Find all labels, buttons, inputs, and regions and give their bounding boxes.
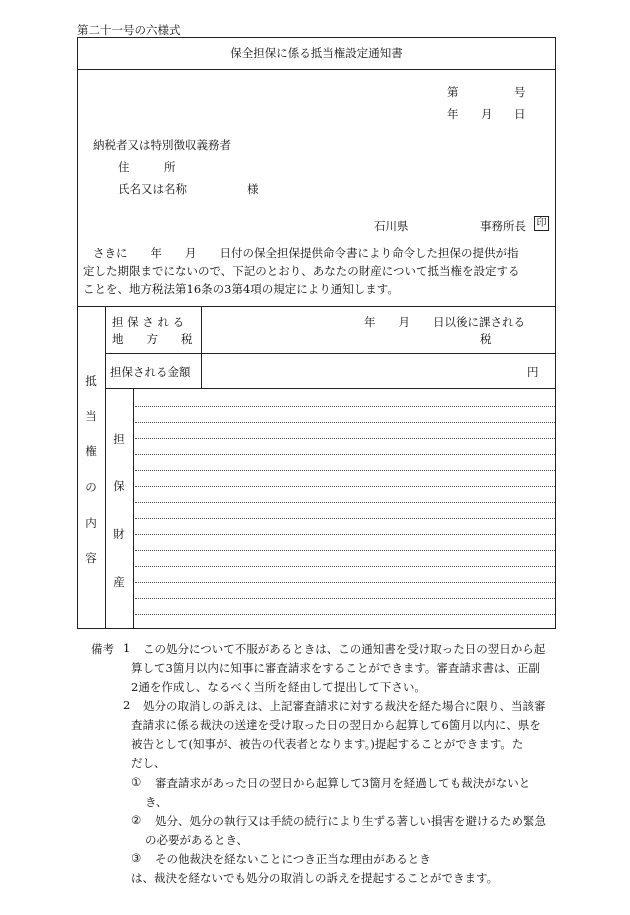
property-column-divider [133,388,134,629]
writing-line [135,422,555,423]
property-label-char: 担 [113,432,125,446]
tax-label-line-2: 地 方 税 [112,332,193,346]
subitem-2-number: ② [131,813,142,827]
subitem-2-line: 処分、処分の執行又は手続の続行により生ずる著しい損害を避けるため緊急 [155,814,546,828]
writing-line [135,470,555,471]
subitem-3-line: その他裁決を経ないことにつき正当な理由があるとき [155,852,431,866]
side-column-divider [105,306,106,629]
writing-line [135,486,555,487]
tax-label-line-1: 担 保 さ れ る [112,315,185,329]
tax-value-line-1: 年 月 日以後に課される [364,315,525,329]
row2-divider [105,388,556,389]
date-month: 月 [481,107,493,121]
subitem-1-line: 審査請求があった日の翌日から起算して3箇月を経過しても裁決がないと [155,776,531,790]
notes-label: 備考 [91,642,114,656]
subitem-2-line: の必要があるとき、 [145,833,249,847]
writing-line [135,406,555,407]
writing-line [135,454,555,455]
writing-line [135,438,555,439]
body-line-3: ことを、地方税法第16条の3第4項の規定により通知します。 [83,282,399,296]
title-divider [77,69,556,70]
form-number: 第二十一号の六様式 [77,23,181,37]
amount-unit: 円 [527,365,539,379]
body-line-1: さきに 年 月 日付の保全担保提供命令書により命令した担保の提供が指 [93,246,519,260]
subitem-3-number: ③ [131,851,142,865]
note-2-line: 処分の取消しの訴えは、上記審査請求に対する裁決を経た場合に限り、当該審 [143,699,546,713]
name-label: 氏名又は名称 [118,182,187,196]
note-1-line: 算して3箇月以内に知事に審査請求をすることができます。審査請求書は、正副 [131,661,540,675]
body-line-2: 定した期限までにないので、下記のとおり、あなたの財産について抵当権を設定する [83,264,520,278]
note-2-line: 査請求に係る裁決の送達を受け取った日の翌日から起算して6箇月以内に、県を [131,718,541,732]
amount-label: 担保される金額 [110,365,191,379]
writing-line [135,614,555,615]
doc-number-go: 号 [514,85,526,99]
writing-line [135,534,555,535]
writing-line [135,566,555,567]
issuer-prefecture: 石川県 [374,219,409,233]
seal-stamp-box: 印 [534,216,549,231]
note-1-number: 1 [123,641,131,655]
writing-line [135,598,555,599]
property-label-char: 財 [113,527,125,541]
label-value-divider [201,306,202,388]
doc-number-dai: 第 [447,85,459,99]
notes-closing: は、裁決を経ないでも処分の取消しの訴えを提起することができます。 [131,871,499,885]
property-label-char: 保 [113,479,125,493]
honorific-sama: 様 [247,182,259,196]
side-label-char: 容 [85,551,97,565]
subitem-1-line: き、 [145,795,168,809]
note-1-line: この処分について不服があるときは、この通知書を受け取った日の翌日から起 [143,642,546,656]
writing-line [135,502,555,503]
side-label-char: 当 [85,409,97,423]
note-2-line: 被告として(知事が、被告の代表者となります。)提起することができます。た [131,737,524,751]
date-day: 日 [514,107,526,121]
writing-line [135,518,555,519]
side-label-char: 抵 [85,374,97,388]
issuer-title: 事務所長 [480,219,526,233]
row1-divider [105,353,556,354]
date-year: 年 [447,107,459,121]
addressee-heading: 納税者又は特別徴収義務者 [93,138,231,152]
side-label-char: 権 [85,444,97,458]
table-top-divider [77,306,556,307]
document-title: 保全担保に係る抵当権設定通知書 [230,46,403,60]
writing-line [135,582,555,583]
note-2-number: 2 [123,698,131,712]
tax-value-line-2: 税 [480,332,492,346]
writing-line [135,550,555,551]
note-1-line: 2通を作成し、なるべく当所を経由して提出して下さい。 [131,680,426,694]
side-label-char: 内 [85,516,97,530]
side-label-char: の [85,480,97,494]
property-label-char: 産 [113,575,125,589]
note-2-line: だし、 [131,756,166,770]
address-label: 住 所 [118,160,176,174]
subitem-1-number: ① [131,775,142,789]
